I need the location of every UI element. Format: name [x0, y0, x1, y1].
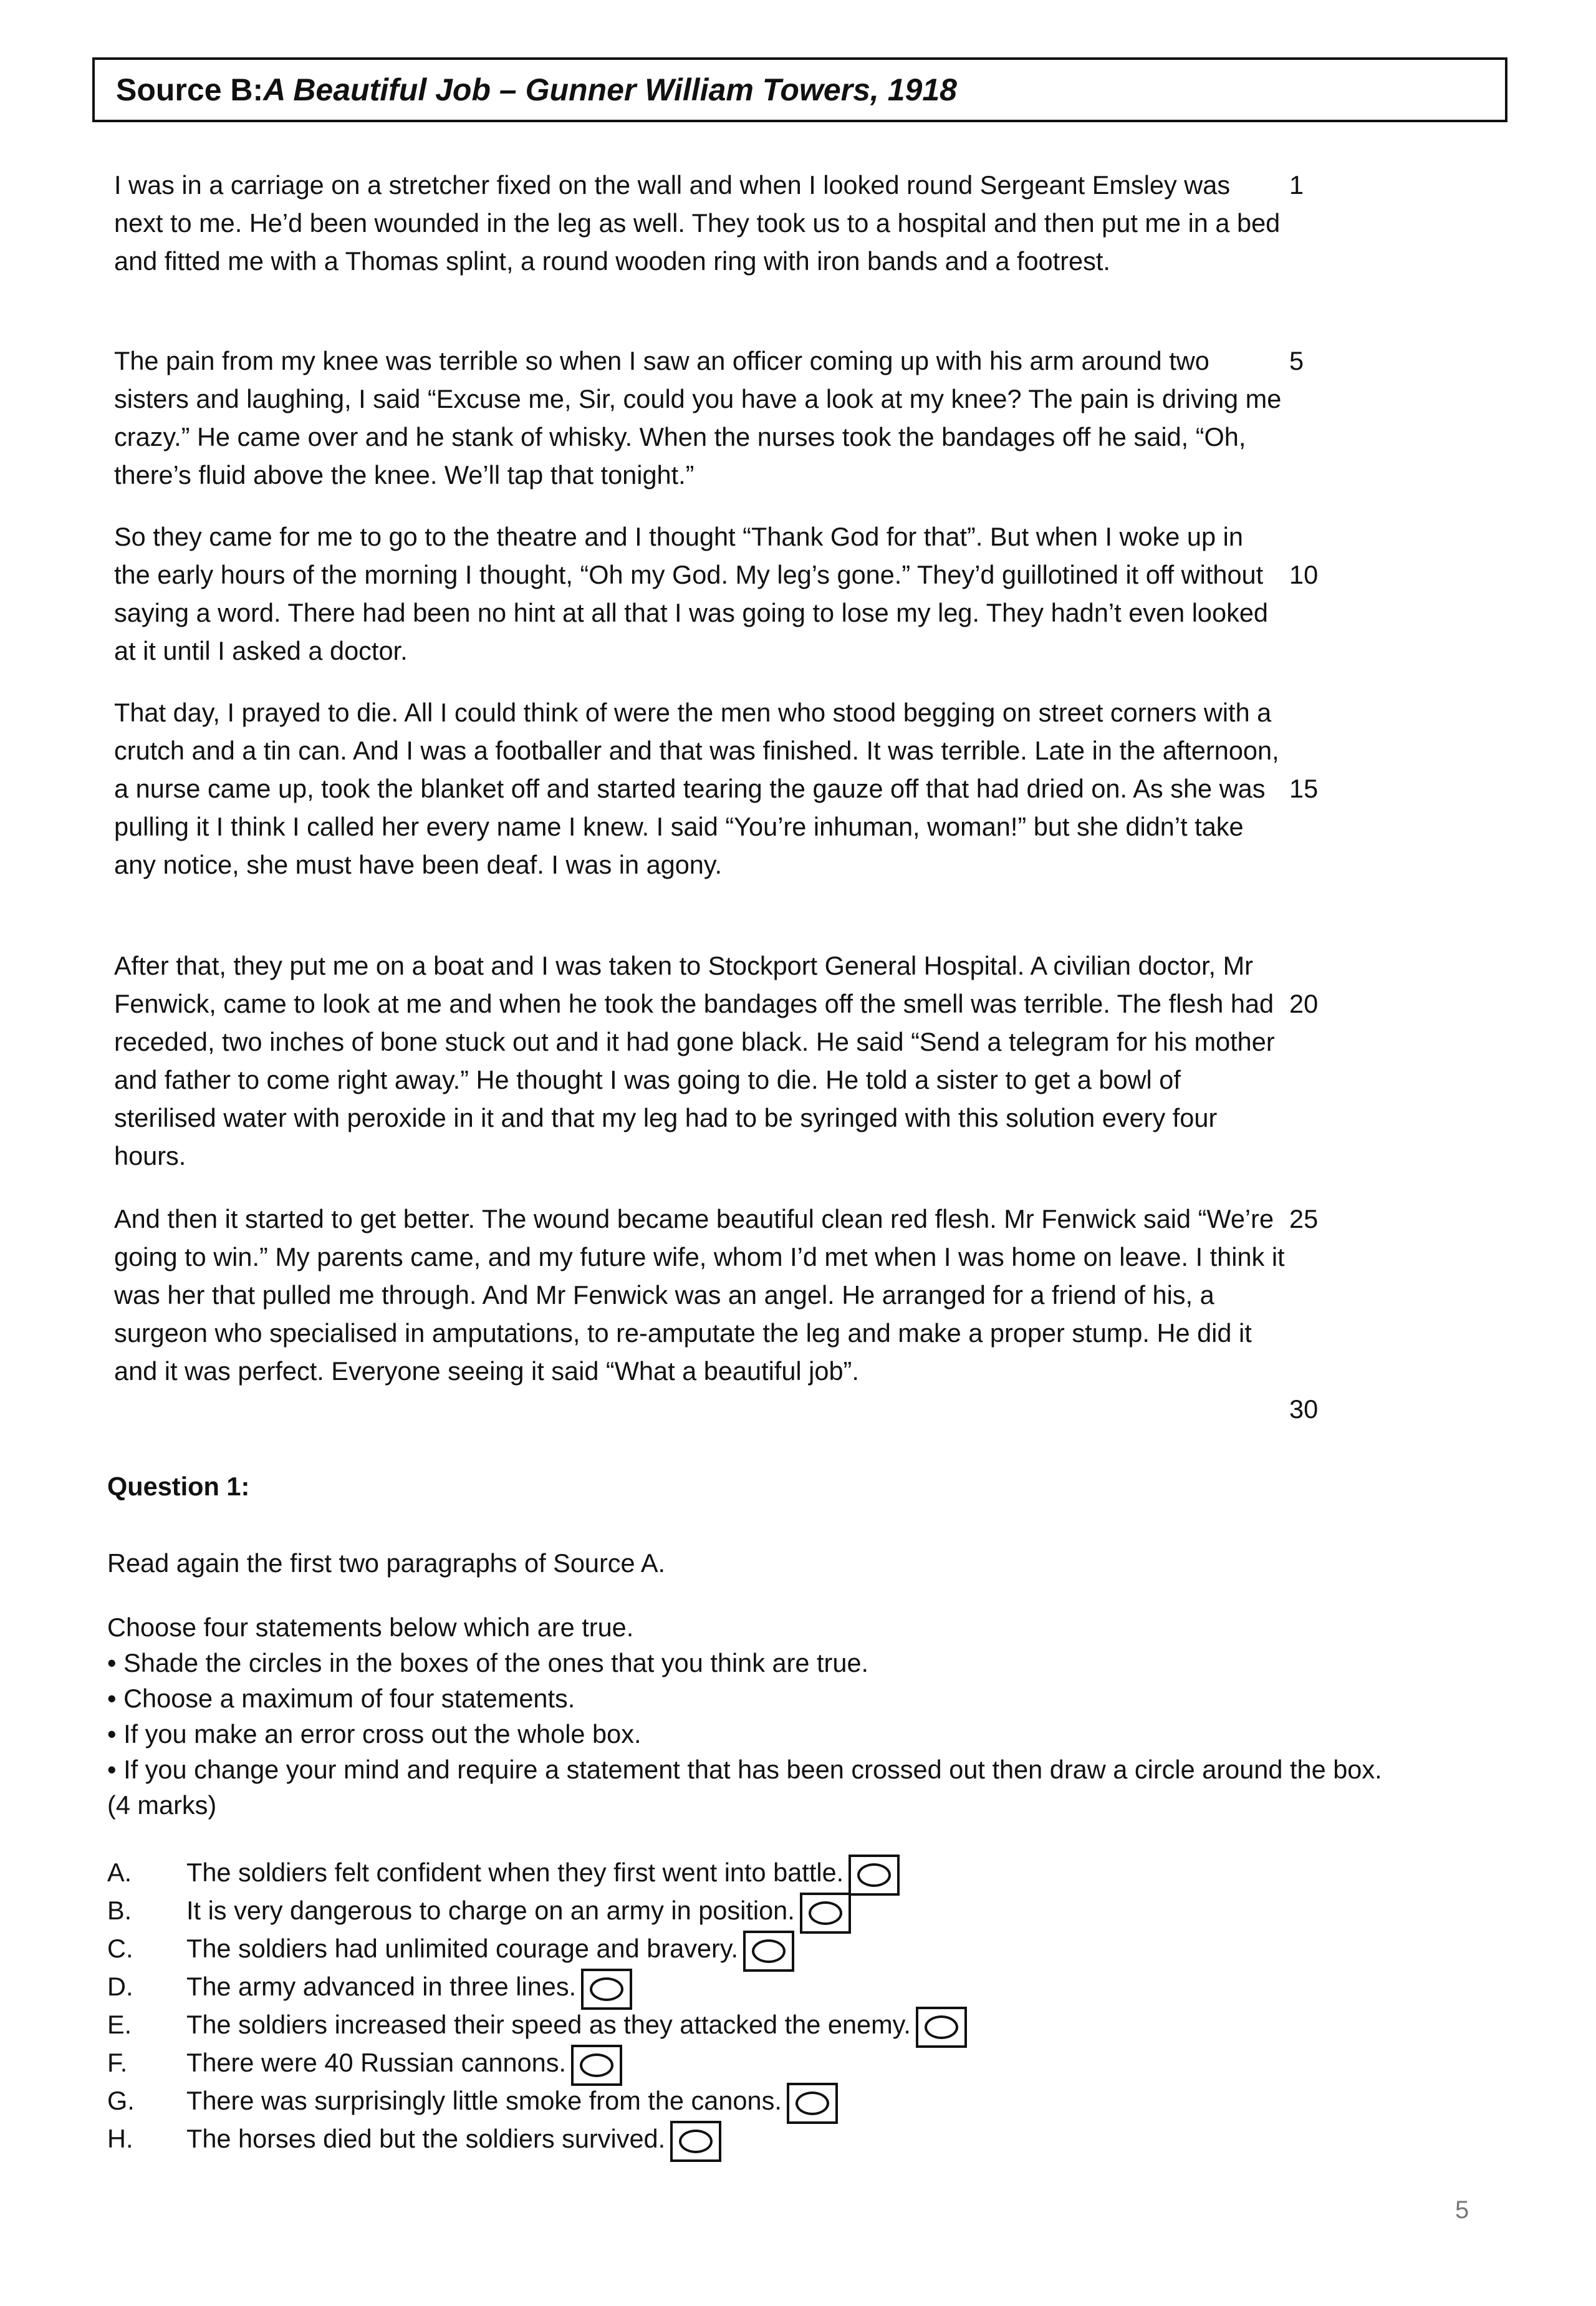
- option-text: The soldiers increased their speed as they attacked the enemy.: [186, 2010, 911, 2039]
- answer-circle-icon[interactable]: [925, 2015, 958, 2039]
- option-letter: A.: [107, 1858, 132, 1887]
- question-choose: Choose four statements below which are true.: [107, 1613, 634, 1642]
- option-e: [107, 2005, 967, 2043]
- source-label: Source B:: [116, 72, 264, 107]
- line-number: 25: [1289, 1204, 1319, 1233]
- option-text: It is very dangerous to charge on an army in position.: [186, 1896, 795, 1925]
- option-letter: B.: [107, 1896, 132, 1925]
- answer-box[interactable]: [916, 2007, 967, 2048]
- option-letter: H.: [107, 2124, 133, 2153]
- options-list: [107, 1853, 967, 2158]
- option-letter: G.: [107, 2086, 135, 2115]
- answer-circle-icon[interactable]: [809, 1901, 842, 1925]
- option-letter: E.: [107, 2010, 132, 2039]
- line-number: 10: [1289, 560, 1319, 589]
- instruction-item: • Choose a maximum of four statements.: [107, 1681, 1382, 1716]
- option-d: [107, 1967, 967, 2005]
- option-c: [107, 1929, 967, 1967]
- answer-circle-icon[interactable]: [752, 1939, 786, 1963]
- page-number: 5: [1455, 2196, 1469, 2224]
- line-number: 1: [1289, 170, 1304, 200]
- answer-box[interactable]: [571, 2045, 622, 2086]
- instruction-list: [107, 1645, 1382, 1787]
- question-heading: Question 1:: [107, 1472, 250, 1501]
- option-text: There were 40 Russian cannons.: [186, 2048, 567, 2077]
- answer-circle-icon[interactable]: [580, 2053, 613, 2077]
- question-intro: Read again the first two paragraphs of Source A.: [107, 1548, 666, 1578]
- answer-box[interactable]: [787, 2083, 838, 2124]
- answer-box[interactable]: [670, 2121, 721, 2162]
- option-text: The army advanced in three lines.: [186, 1972, 577, 2001]
- line-number: 20: [1289, 989, 1319, 1018]
- option-text: The soldiers had unlimited courage and bravery.: [186, 1934, 739, 1963]
- answer-circle-icon[interactable]: [796, 2091, 829, 2115]
- option-text: There was surprisingly little smoke from the canons.: [186, 2086, 782, 2115]
- answer-circle-icon[interactable]: [679, 2130, 713, 2153]
- answer-circle-icon[interactable]: [857, 1863, 891, 1887]
- answer-box[interactable]: [581, 1969, 632, 2010]
- line-number: 15: [1289, 774, 1319, 803]
- instruction-item: • Shade the circles in the boxes of the ones that you think are true.: [107, 1645, 1382, 1681]
- paragraph-5: After that, they put me on a boat and I was taken to Stockport General Hospital. A civilian doctor, Mr Fenwick, came to look at me and when he took the bandages off the smell was terrible. The flesh had receded, two inches of bone stuck out and it had gone black. He said “Send a telegram for his mother and father to come right away.” He thought I was going to die. He told a sister to get a bowl of sterilised water with peroxide in it and that my leg had to be syringed with this solution every four hours.: [114, 951, 1275, 1170]
- option-text: The horses died but the soldiers survived.: [186, 2124, 666, 2153]
- option-text: The soldiers felt confident when they first went into battle.: [186, 1858, 844, 1887]
- option-letter: D.: [107, 1972, 133, 2001]
- answer-box[interactable]: [800, 1893, 851, 1934]
- paragraph-6: And then it started to get better. The wound became beautiful clean red flesh. Mr Fenwick said “We’re going to win.” My parents came, and my future wife, whom I’d met when I was home on leave. I think it was her that pulled me through. And Mr Fenwick was an angel. He arranged for a friend of his, a surgeon who specialised in amputations, to re-amputate the leg and make a proper stump. He did it and it was perfect. Everyone seeing it said “What a beautiful job”.: [114, 1204, 1285, 1386]
- paragraph-3: So they came for me to go to the theatre and I thought “Thank God for that”. But when I woke up in the early hours of the morning I thought, “Oh my God. My leg’s gone.” They’d guillotined it off without saying a word. There had been no hint at all that I was going to lose my leg. They hadn’t even looked at it until I asked a doctor.: [114, 522, 1269, 665]
- instruction-item: • If you make an error cross out the whole box.: [107, 1716, 1382, 1752]
- option-f: [107, 2043, 967, 2082]
- option-g: [107, 2082, 967, 2120]
- answer-box[interactable]: [848, 1855, 900, 1896]
- option-letter: F.: [107, 2048, 128, 2077]
- paragraph-4: That day, I prayed to die. All I could think of were the men who stood begging on street corners with a crutch and a tin can. And I was a footballer and that was finished. It was terrible. Late in the afternoon, a nurse came up, took the blanket off and started tearing the gauze off that had dried on. As she was pulling it I think I called her every name I knew. I said “You’re inhuman, woman!” but she didn’t take any notice, she must have been deaf. I was in agony.: [114, 698, 1279, 879]
- answer-circle-icon[interactable]: [590, 1977, 623, 2001]
- source-work-title: A Beautiful Job – Gunner William Towers, 1918: [263, 72, 957, 107]
- marks: (4 marks): [107, 1790, 217, 1820]
- option-a: [107, 1853, 967, 1891]
- source-title-box: [92, 57, 1507, 122]
- option-h: [107, 2120, 967, 2158]
- paragraph-1: I was in a carriage on a stretcher fixed on the wall and when I looked round Sergeant Emsley was next to me. He’d been wounded in the leg as well. They took us to a hospital and then put me in a bed and fitted me with a Thomas splint, a round wooden ring with iron bands and a footrest.: [114, 170, 1281, 276]
- paragraph-2: The pain from my knee was terrible so when I saw an officer coming up with his arm around two sisters and laughing, I said “Excuse me, Sir, could you have a look at my knee? The pain is driving me crazy.” He came over and he stank of whisky. When the nurses took the bandages off he said, “Oh, there’s fluid above the knee. We’ll tap that tonight.”: [114, 346, 1282, 490]
- answer-box[interactable]: [743, 1931, 794, 1972]
- option-b: [107, 1891, 967, 1929]
- instruction-item: • If you change your mind and require a statement that has been crossed out then draw a circle around the box.: [107, 1752, 1382, 1787]
- line-number: 30: [1289, 1394, 1319, 1424]
- option-letter: C.: [107, 1934, 133, 1963]
- line-number: 5: [1289, 346, 1304, 375]
